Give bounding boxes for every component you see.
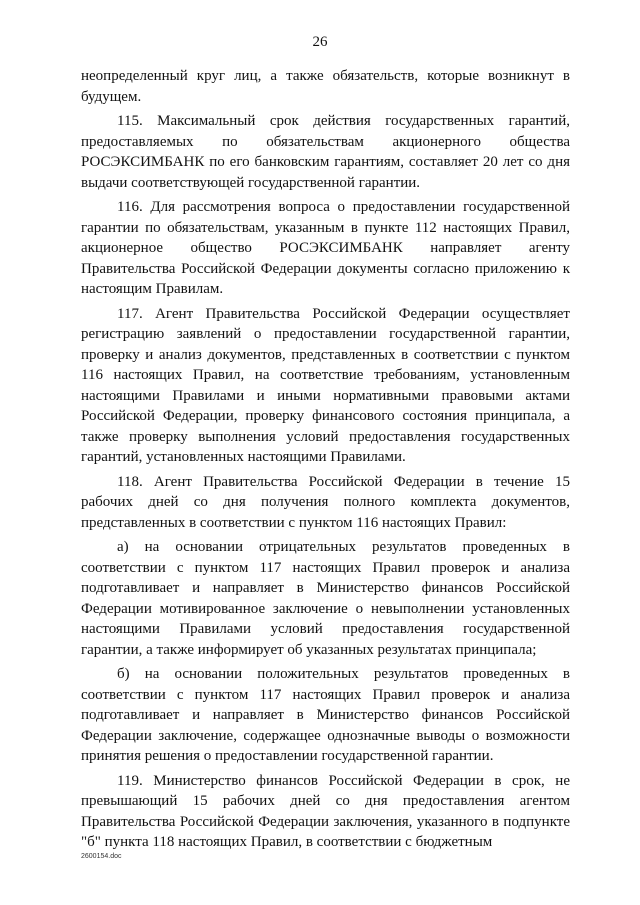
document-body (81, 66, 570, 857)
paragraph-116: 116. Для рассмотрения вопроса о предоставлении государственной гарантии по обязательствам, указанным в пункте 112 настоящих Правил, акционерное общество РОСЭКСИМБАНК направляет агенту Правительства Российской Федерации документы согласно приложению к настоящим Правилам. (81, 199, 570, 297)
paragraph-119: 119. Министерство финансов Российской Федерации в срок, не превышающий 15 рабочих дней со дня предоставления агентом Правительства Российской Федерации заключения, указанного в подпункте "б" пункта 118 настоящих Правил, в соответствии с бюджетным (81, 772, 570, 850)
paragraph-continuation: неопределенный круг лиц, а также обязательств, которые возникнут в будущем. (81, 68, 570, 105)
paragraph-118-b: б) на основании положительных результатов проведенных в соответствии с пунктом 117 настоящих Правил проверок и анализа подготавливает и направляет в Министерство финансов Российской Федерации заключение, содержащее однозначные выводы о возможности принятия решения о предоставлении государственной гарантии. (81, 666, 570, 764)
paragraph-117: 117. Агент Правительства Российской Федерации осуществляет регистрацию заявлений о предоставлении государственной гарантии, проверку и анализ документов, представленных в соответствии с пунктом 116 настоящих Правил, на соответствие требованиям, установленным настоящими Правилами и иными нормативными правовыми актами Российской Федерации, проверку финансового состояния принципала, а также проверку выполнения условий предоставления государственных гарантий, установленных настоящими Правилами. (81, 305, 570, 465)
footer-filename: 2600154.doc (81, 853, 122, 860)
paragraph-115: 115. Максимальный срок действия государственных гарантий, предоставляемых по обязательствам акционерного общества РОСЭКСИМБАНК по его банковским гарантиям, составляет 20 лет со дня выдачи соответствующей государственной гарантии. (81, 113, 570, 191)
paragraph-118-a: а) на основании отрицательных результатов проведенных в соответствии с пунктом 117 настоящих Правил проверок и анализа подготавливает и направляет в Министерство финансов Российской Федерации мотивированное заключение о невыполнении установленных настоящими Правилами условий предоставления государственной гарантии, а также информирует об указанных результатах принципала; (81, 539, 570, 658)
page-number: 26 (312, 34, 328, 50)
paragraph-118: 118. Агент Правительства Российской Федерации в течение 15 рабочих дней со дня получения полного комплекта документов, представленных в соответствии с пунктом 116 настоящих Правил: (81, 473, 570, 531)
